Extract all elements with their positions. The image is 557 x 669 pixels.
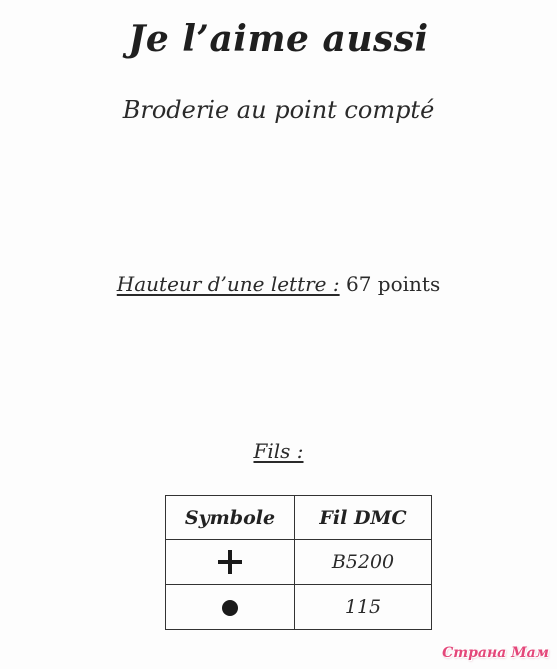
table-row <box>166 540 432 585</box>
header-symbol: Symbole <box>166 496 295 540</box>
plus-icon <box>218 550 242 574</box>
letter-height-line <box>0 272 557 296</box>
dmc-cell: 115 <box>295 585 432 630</box>
page-subtitle: Broderie au point compté <box>122 96 435 124</box>
dmc-cell: B5200 <box>295 540 432 585</box>
page-title: Je l’aime aussi <box>128 18 429 60</box>
letter-height-value: 67 points <box>345 272 441 296</box>
table-header-row <box>166 496 432 540</box>
table-row <box>166 585 432 630</box>
threads-table <box>165 495 432 630</box>
letter-height-label: Hauteur d’une lettre : <box>116 272 340 296</box>
threads-heading: Fils : <box>253 439 304 463</box>
symbol-cell <box>166 585 295 630</box>
header-dmc: Fil DMC <box>295 496 432 540</box>
watermark-logo: Страна Мам <box>442 645 549 661</box>
dot-icon <box>222 600 238 616</box>
symbol-cell <box>166 540 295 585</box>
